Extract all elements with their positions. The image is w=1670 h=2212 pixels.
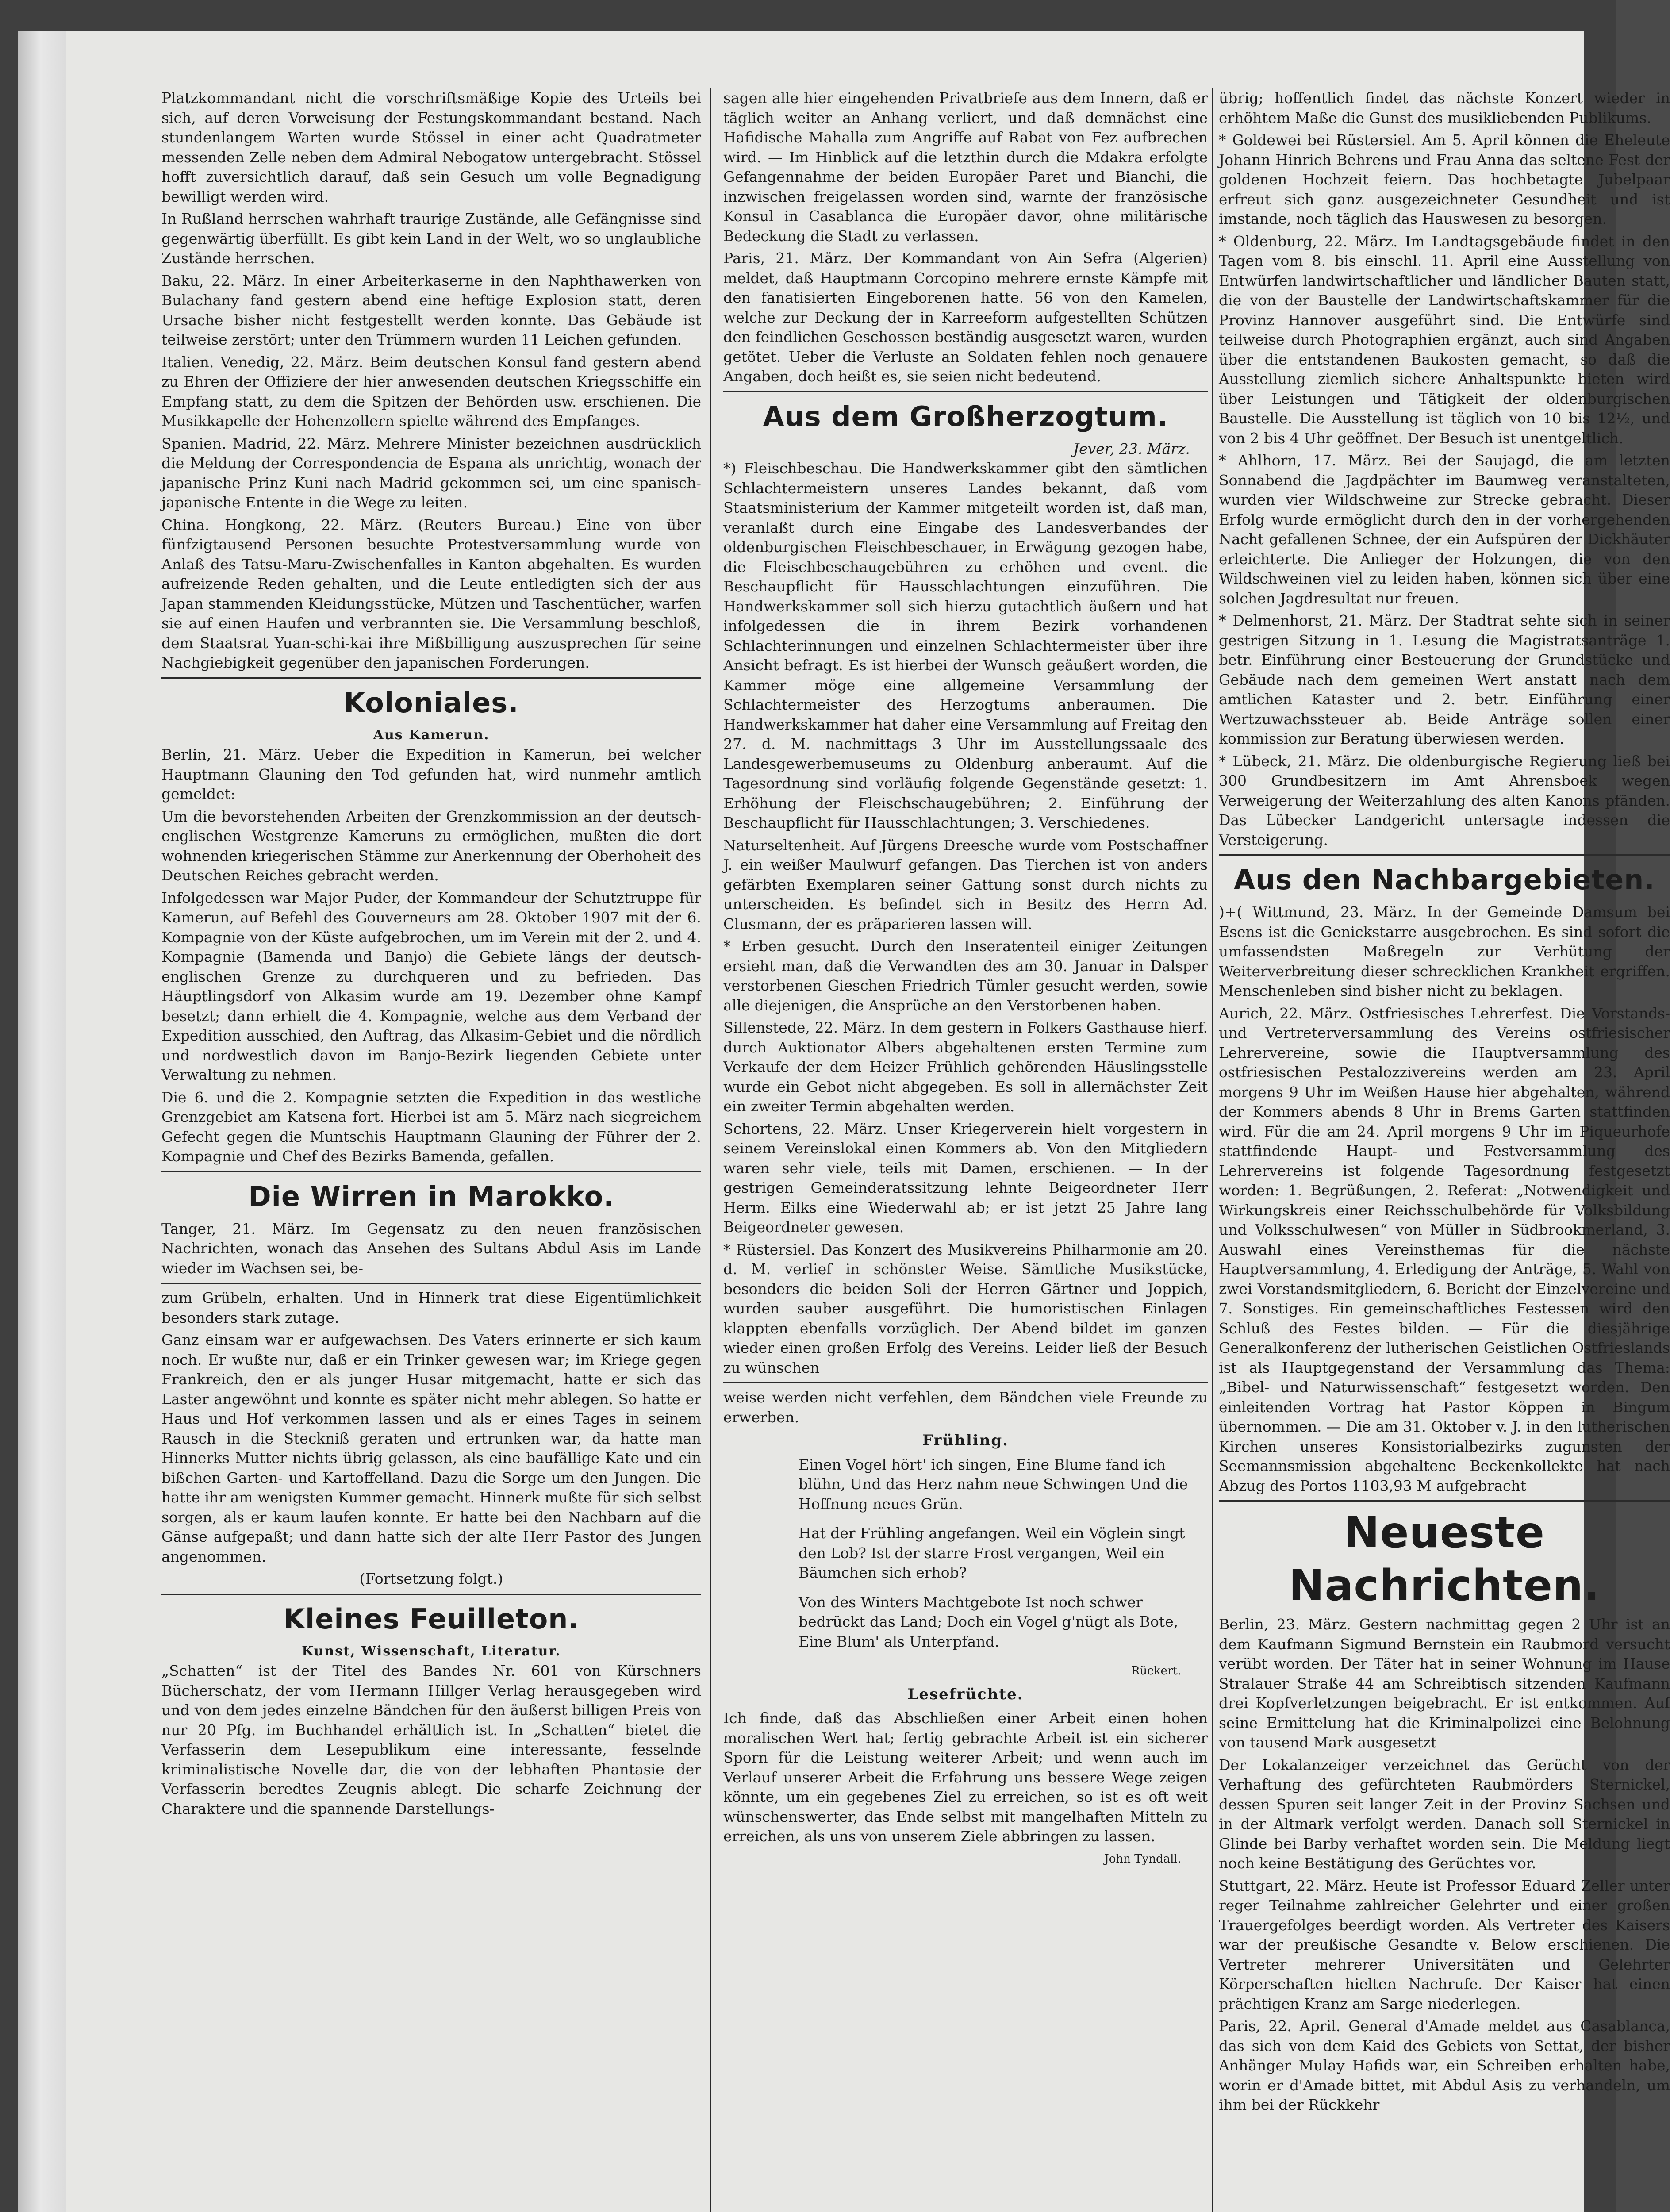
quote-author: John Tyndall. — [1104, 1852, 1181, 1866]
article-paragraph: Baku, 22. März. In einer Arbeiterkaserne in den Naphthawerken von Bulachany fand gestern abend eine heftige Explosion statt, deren Ursache bisher nicht festgestellt werden konnte. Das Gebäude ist teilweise zerstört; unter den Trümmern wurden 11 Leichen gefunden. — [161, 272, 701, 348]
section-divider — [161, 1171, 701, 1172]
section-heading: Aus den Nachbargebieten. — [1234, 864, 1655, 896]
article-paragraph: * Goldewei bei Rüstersiel. Am 5. April können die Eheleute Johann Hinrich Behrens und Frau Anna das seltene Fest der goldenen Hochzeit feiern. Das hochbetagte Jubelpaar erfreut sich ganz ausgezeichneter Gesundheit und ist imstande, noch täglich das Hauswesen zu besorgen. — [1219, 131, 1670, 227]
poem-stanza: Einen Vogel hört' ich singen, Eine Blume fand ich blühn, Und das Herz nahm neue Schwingen Und die Hoffnung neues Grün. — [799, 1455, 1188, 1513]
poem-stanza: Hat der Frühling angefangen. Weil ein Vöglein singt den Lob? Ist der starre Frost vergangen, Weil ein Bäumchen sich erhob? — [799, 1525, 1185, 1581]
article-paragraph: * Lübeck, 21. März. Die oldenburgische Regierung ließ bei 300 Grundbesitzern im Amt Ahrensboek wegen Verweigerung der Weiterzahlung des alten Kanons pfänden. Das Lübecker Landgericht untersagte indessen die Versteigerung. — [1219, 752, 1670, 849]
section-divider — [723, 391, 1208, 392]
article-paragraph: Der Lokalanzeiger verzeichnet das Gerücht von der Verhaftung des gefürchteten Raubmörders Sternickel, dessen Spuren seit langer Zeit in der Provinz Sachsen und in der Altmark verfolgt werden. Danach soll Sternickel in Glinde bei Barby verhaftet worden sein. Die Meldung liegt noch keine Bestätigung des Gerüchtes vor. — [1219, 1756, 1670, 1872]
article-paragraph: Paris, 21. März. Der Kommandant von Ain Sefra (Algerien) meldet, daß Hauptmann Corcopino mehrere ernste Kämpfe mit den fanatisierten Eingeborenen hatte. 56 von den Kamelen, welche zur Deckung der in Karreeform aufgestellten Schützen den feindlichen Geschossen beständig ausgesetzt waren, wurden getötet. Ueber die Verluste an Soldaten fehlen noch genauere Angaben, doch heißt es, sie seien nicht bedeutend. — [723, 250, 1208, 385]
section-heading: Koloniales. — [344, 686, 519, 719]
article-paragraph: Spanien. Madrid, 22. März. Mehrere Minister bezeichnen ausdrücklich die Meldung der Correspondencia de Espana als unrichtig, wonach der japanische Prinz Kuni nach Madrid gekommen sei, um eine spanisch-japanische Entente in die Wege zu leiten. — [161, 434, 701, 511]
article-paragraph: Naturseltenheit. Auf Jürgens Dreesche wurde vom Postschaffner J. ein weißer Maulwurf gefangen. Das Tierchen ist von anders gefärbten Exemplaren seiner Gattung sonst durch nichts zu unterscheiden. Es befindet sich in Besitz des Herrn Ad. Clusmann, der es präparieren lassen will. — [723, 836, 1208, 933]
poem-author: Rückert. — [1131, 1664, 1181, 1678]
article-paragraph: Die 6. und die 2. Kompagnie setzten die Expedition in das westliche Grenzgebiet am Katsena fort. Hierbei ist am 5. März nach siegreichem Gefecht gegen die Muntschis Hauptmann Glauning der Führer der 2. Kompagnie und Chef des Bezirks Bamenda, gefallen. — [161, 1088, 701, 1165]
column-middle — [723, 88, 1208, 2212]
section-divider — [161, 1283, 701, 1284]
article-paragraph: Platzkommandant nicht die vorschriftsmäßige Kopie des Urteils bei sich, auf deren Vorweisung der Festungskommandant bestand. Nach stundenlangem Warten wurde Stössel in einer acht Quadratmeter messenden Zelle neben dem Admiral Nebogatow untergebracht. Stössel hofft zuversichtlich darauf, daß sein Gesuch um volle Begnadigung bewilligt werden wird. — [161, 89, 701, 205]
article-paragraph: Sillenstede, 22. März. In dem gestern in Folkers Gasthause hierf. durch Auktionator Albers abgehaltenen ersten Termine zum Verkaufe der dem Heizer Frühlich gehörenden Häuslingsstelle wurde ein Gebot nicht abgegeben. Es soll in allernächster Zeit ein zweiter Termin abgehalten werden. — [723, 1019, 1208, 1115]
article-paragraph: Infolgedessen war Major Puder, der Kommandeur der Schutztruppe für Kamerun, auf Befehl des Gouverneurs am 28. Oktober 1907 mit der 6. Kompagnie von der Küste aufgebrochen, um im Verein mit der 2. und 4. Kompagnie (Bamenda und Banjo) die Gebiete längs der deutsch-englischen Grenze zu durchqueren und zu befrieden. Das Häuptlingsdorf von Alkasim wurde am 19. Dezember ohne Kampf besetzt; dann erhielt die 4. Kompagnie, welche aus dem Verband der Expedition ausschied, den Auftrag, das Alkasim-Gebiet und die nördlich und nordwestlich davon im Banjo-Bezirk liegenden Gebiete unter Verwaltung zu nehmen. — [161, 889, 701, 1083]
section-divider — [723, 1382, 1208, 1383]
article-paragraph: * Oldenburg, 22. März. Im Landtagsgebäude findet in den Tagen vom 8. bis einschl. 11. April eine Ausstellung von Entwürfen landwirtschaftlicher und ländlicher Bauten statt, die von der Baustelle der Landwirtschaftskammer für die Provinz Hannover ausgeführt sind. Die Entwürfe sind teilweise durch Photographien ergänzt, auch sind Angaben über die entstandenen Baukosten gemacht, so daß die Ausstellung ziemlich sichere Anhaltspunkte bieten wird über Leistungen und Tätigkeit der oldenburgischen Baustelle. Die Ausstellung ist täglich von 10 bis 12½, und von 2 bis 4 Uhr geöffnet. Der Besuch ist unentgeltlich. — [1219, 232, 1670, 447]
section-heading: Kleines Feuilleton. — [283, 1602, 580, 1635]
article-paragraph: Paris, 22. April. General d'Amade meldet aus Casablanca, das sich von dem Kaid des Gebiets von Settat, der bisher Anhänger Mulay Hafids war, ein Schreiben erhalten habe, worin er d'Amade bittet, mit Abdul Asis zu verhandeln, um ihm bei der Rückkehr — [1219, 2017, 1670, 2113]
article-paragraph: Berlin, 23. März. Gestern nachmittag gegen 2 Uhr ist an dem Kaufmann Sigmund Bernstein ein Raubmord versucht verübt worden. Der Täter hat in seiner Wohnung im Hause Stralauer Straße 44 am Schreibtisch sitzenden Kaufmann drei Kopfverletzungen beigebracht. Er ist entkommen. Auf seine Ermittelung hat die Kriminalpolizei eine Belohnung von tausend Mark ausgesetzt — [1219, 1616, 1670, 1751]
column-right — [1219, 88, 1670, 2212]
article-paragraph: Ich finde, daß das Abschließen einer Arbeit einen hohen moralischen Wert hat; fertig gebrachte Arbeit ist ein sicherer Sporn für die Leistung weiterer Arbeit; und wenn auch im Verlauf unserer Arbeit die Erfahrung uns bessere Wege zeigen könnte, um ein gegebenes Ziel zu erreichen, so ist es oft weit wünschenswerter, das Ende selbst mit mangelhaften Mitteln zu erreichen, als uns von unserem Ziele abbringen zu lassen. — [723, 1709, 1208, 1845]
article-paragraph: * Rüstersiel. Das Konzert des Musikvereins Philharmonie am 20. d. M. verlief in schönster Weise. Sämtliche Musikstücke, besonders die beiden Soli der Herren Gärtner und Joppich, wurden sauber ausgeführt. Die humoristischen Einlagen klappten ebenfalls vorzüglich. Der Abend bildet im ganzen wieder einen großen Erfolg des Vereins. Leider ließ der Besuch zu wünschen — [723, 1240, 1208, 1376]
article-paragraph: * Ahlhorn, 17. März. Bei der Saujagd, die am letzten Sonnabend die Jagdpächter im Baumweg veranstalteten, wurden vier Wildschweine zur Strecke gebracht. Dieser Erfolg wurde ermöglicht durch den in der vorhergehenden Nacht gefallenen Schnee, der ein Aufspüren der Dickhäuter erleichterte. Die Anlieger der Holzungen, die von den Wildschweinen viel zu leiden haben, können sich über eine solchen Jagdresultat nur freuen. — [1219, 452, 1670, 607]
section-divider — [161, 677, 701, 679]
article-paragraph: sagen alle hier eingehenden Privatbriefe aus dem Innern, daß er täglich weiter an Anhang verliert, und daß demnächst eine Hafidische Mahalla zum Angriffe auf Rabat von Fez aufbrechen wird. — Im Hinblick auf die letzthin durch die Mdakra erfolgte Gefangennahme der beiden Europäer Paret und Bianchi, die inzwischen freigelassen worden sind, warnte der französische Konsul in Casablanca die Europäer davor, ohne militärische Bedeckung die Stadt zu verlassen. — [723, 89, 1208, 245]
poem-stanza: Von des Winters Machtgebote Ist noch schwer bedrückt das Land; Doch ein Vogel g'nügt als Bote, Eine Blum' als Unterpfand. — [799, 1593, 1179, 1650]
section-divider — [161, 1594, 701, 1595]
article-paragraph: Italien. Venedig, 22. März. Beim deutschen Konsul fand gestern abend zu Ehren der Offiziere der hier anwesenden deutschen Kriegsschiffe ein Empfang statt, zu dem die Spitzen der Behörden usw. erschienen. Die Musikkapelle der Hohenzollern spielte während des Empfanges. — [161, 353, 701, 430]
article-paragraph: Ganz einsam war er aufgewachsen. Des Vaters erinnerte er sich kaum noch. Er wußte nur, daß er ein Trinker gewesen war; im Kriege gegen Frankreich, den er als junger Husar mitgemacht, hatte er sich das Laster angewöhnt und konnte es später nicht mehr ablegen. So hatte er Haus und Hof verkommen lassen und als er eines Tages in seinem Rausch in die Steckniß geraten und ertrunken war, da hatte man Hinnerks Mutter nichts übrig gelassen, als eine baufällige Kate und ein bißchen Garten- und Kartoffelland. Dazu die Sorge um den Jungen. Die hatte ihr am wenigsten Kummer gemacht. Hinnerk mußte für sich selbst sorgen, als er kaum laufen konnte. Er hatte bei den Nachbarn auf die Gänse aufgepaßt; und dann hatte sich der alte Herr Pastor des Jungen angenommen. — [161, 1331, 701, 1565]
article-paragraph: Um die bevorstehenden Arbeiten der Grenzkommission an der deutsch-englischen Westgrenze Kameruns zu ermöglichen, mußten die dort wohnenden kriegerischen Stämme zur Anerkennung der Oberhoheit des Deutschen Reiches gebracht werden. — [161, 807, 701, 884]
column-rule — [710, 88, 711, 2212]
poem — [723, 1455, 1208, 1652]
article-paragraph: Berlin, 21. März. Ueber die Expedition in Kamerun, bei welcher Hauptmann Glauning den Tod gefunden hat, wird nunmehr amtlich gemeldet: — [161, 746, 701, 803]
article-paragraph: Stuttgart, 22. März. Heute ist Professor Eduard Zeller unter reger Teilnahme zahlreicher Gelehrter und einer großen Trauergefolges beerdigt worden. Als Vertreter des Kaisers war der preußische Gesandte v. Below erschienen. Die Vertreter mehrerer Universitäten und Gelehrter Körperschaften hielten Nachrufe. Der Kaiser hat einen prächtigen Kranz am Sarge niederlegen. — [1219, 1877, 1670, 2012]
article-paragraph: übrig; hoffentlich findet das nächste Konzert wieder in erhöhtem Maße die Gunst des musikliebenden Publikums. — [1219, 89, 1670, 127]
article-paragraph: Aurich, 22. März. Ostfriesisches Lehrerfest. Die Vorstands- und Vertreterversammlung des Vereins ostfriesischer Lehrervereine, sowie die Hauptversammlung des ostfriesischen Pestalozzivereins werden am 23. April morgens 9 Uhr im Weißen Hause hier abgehalten, während der Kommers abends 8 Uhr in Brems Garten stattfinden wird. Für die am 24. April morgens 9 Uhr im Piqueurhofe stattfindende Haupt- und Festversammlung des Lehrervereins ist folgende Tagesordnung festgesetzt worden: 1. Begrüßungen, 2. Referat: „Notwendigkeit und Wirkungskreis einer Reichsschulbehörde für Volksbildung und Volksschulwesen“ von Müller in Südbrookmerland, 3. Auswahl eines Vereinsthemas für die nächste Hauptversammlung, 4. Erledigung der Anträge, 5. Wahl von zwei Vorstandsmitgliedern, 6. Bericht der Einzelvereine und 7. Sonstiges. Ein gemeinschaftliches Festessen wird den Schluß des Festes bilden. — Für die diesjährige Generalkonferenz der lutherischen Geistlichen Ostfrieslands ist als Hauptgegenstand der Versammlung das Thema: „Bibel- und Naturwissenschaft“ festgesetzt worden. Den einleitenden Vortrag hat Pastor Köppen in Bingum übernommen. — Die am 31. Oktober v. J. in den lutherischen Kirchen unseres Konsistorialbezirks zugunsten der Seemannsmission abgehaltene Beckenkollekte hat nach Abzug des Portos 1103,93 M aufgebracht — [1219, 1004, 1670, 1494]
dateline: Jever, 23. März. — [1073, 440, 1190, 457]
article-paragraph: In Rußland herrschen wahrhaft traurige Zustände, alle Gefängnisse sind gegenwärtig überfüllt. Es gibt kein Land in der Welt, wo so unglaubliche Zustände herrschen. — [161, 210, 701, 267]
article-paragraph: *) Fleischbeschau. Die Handwerkskammer gibt den sämtlichen Schlachtermeistern unseres Landes bekannt, daß vom Staatsministerium der Kammer mitgeteilt worden ist, daß man, veranlaßt durch eine Eingabe des Landesverbandes der oldenburgischen Fleischbeschauer, in Erwägung gezogen habe, die Fleischbeschaugebühren zu erhöhen und event. die Beschaupflicht für Hausschlachtungen einzuführen. Die Handwerkskammer soll sich hierzu gutachtlich äußern und hat infolgedessen die in ihrem Bezirk vorhandenen Schlachterinnungen und einzelnen Schlachtermeister über ihre Ansicht befragt. Es ist hierbei der Wunsch geäußert worden, die Kammer möge eine allgemeine Versammlung der Schlachtermeister des Herzogtums anberaumen. Die Handwerkskammer hat daher eine Versammlung auf Freitag den 27. d. M. nachmittags 3 Uhr im Ausstellungssaale des Landesgewerbemuseums zu Oldenburg anberaumt. Auf die Tagesordnung sind vorläufig folgende Gegenstände gesetzt: 1. Erhöhung der Fleischschaugebühren; 2. Einführung der Beschaupflicht für Hausschlachtungen; 3. Verschiedenes. — [723, 460, 1208, 831]
continuation-note: (Fortsetzung folgt.) — [359, 1570, 503, 1587]
section-divider — [1219, 854, 1670, 856]
section-subheading: Lesefrüchte. — [907, 1685, 1024, 1703]
section-heading: Die Wirren in Marokko. — [248, 1180, 614, 1213]
article-paragraph: Schortens, 22. März. Unser Kriegerverein hielt vorgestern in seinem Vereinslokal einen Kommers ab. Von den Mitgliedern waren sehr viele, teils mit Damen, erschienen. — In der gestrigen Gemeinderatssitzung lehnte Beigeordneter Herr Herm. Eilks eine Wiederwahl ab; er ist jetzt 25 Jahre lang Beigeordneter gewesen. — [723, 1120, 1208, 1236]
article-paragraph: Tanger, 21. März. Im Gegensatz zu den neuen französischen Nachrichten, wonach das Ansehen des Sultans Abdul Asis im Lande wieder im Wachsen sei, be- — [161, 1220, 701, 1277]
section-divider — [1219, 1500, 1670, 1502]
article-paragraph: * Delmenhorst, 21. März. Der Stadtrat sehte sich in seiner gestrigen Sitzung in 1. Lesung die Magistratsanträge 1. betr. Einführung einer Besteuerung der Grundstücke und Gebäude nach dem gemeinen Wert anstatt nach dem amtlichen Kataster und 2. betr. Einführung einer Wertzuwachssteuer ab. Beide Anträge sollen einer kommission zur Beratung überwiesen werden. — [1219, 612, 1670, 747]
article-paragraph: China. Hongkong, 22. März. (Reuters Bureau.) Eine von über fünfzigtausend Personen besuchte Protestversammlung wurde von Anlaß des Tatsu-Maru-Zwischenfalles in Kanton abgehalten. Es wurden aufreizende Reden gehalten, und die Leute entledigten sich der aus Japan stammenden Kleidungsstücke, Mützen und Taschentücher, warfen sie auf einen Haufen und verbrannten sie. Die Versammlung beschloß, dem Staatsrat Yuan-schi-kai ihre Mißbilligung auszusprechen für seine Nachgiebigkeit gegenüber den japanischen Forderungen. — [161, 516, 701, 671]
section-subheading: Kunst, Wissenschaft, Literatur. — [302, 1643, 561, 1659]
column-rule — [1212, 88, 1213, 2212]
article-paragraph: * Erben gesucht. Durch den Inseratenteil einiger Zeitungen ersieht man, daß die Verwandten des am 30. Januar in Dalsper verstorbenen Gieschen Friedrich Tümler gesucht werden, sowie alle diejenigen, die Ansprüche an den Verstorbenen haben. — [723, 937, 1208, 1014]
section-heading: Aus dem Großherzogtum. — [763, 400, 1168, 433]
article-paragraph: „Schatten“ ist der Titel des Bandes Nr. 601 von Kürschners Bücherschatz, der vom Hermann Hillger Verlag herausgegeben wird und von dem jedes einzelne Bändchen für den äußerst billigen Preis von nur 20 Pfg. im Buchhandel erhältlich ist. In „Schatten“ bietet die Verfasserin dem Lesepublikum eine interessante, fesselnde kriminalistische Novelle dar, die von der lebhaften Phantasie der Verfasserin beredtes Zeugnis ablegt. Die scharfe Zeichnung der Charaktere und die spannende Darstellungs- — [161, 1662, 701, 1817]
column-left — [161, 88, 701, 2212]
article-paragraph: weise werden nicht verfehlen, dem Bändchen viele Freunde zu erwerben. — [723, 1389, 1208, 1426]
section-subheading: Aus Kamerun. — [373, 727, 490, 743]
article-paragraph: )+( Wittmund, 23. März. In der Gemeinde Damsum bei Esens ist die Genickstarre ausgebrochen. Es sind sofort die umfassendsten Maßregeln zur Verhütung der Weiterverbreitung dieser schrecklichen Krankheit ergriffen. Menschenleben sind bisher nicht zu beklagen. — [1219, 903, 1670, 999]
newspaper-page — [66, 31, 1670, 2212]
section-heading: Neueste Nachrichten. — [1289, 1508, 1600, 1610]
article-paragraph: zum Grübeln, erhalten. Und in Hinnerk trat diese Eigentümlichkeit besonders stark zutage. — [161, 1289, 701, 1326]
poem-title: Frühling. — [922, 1432, 1009, 1449]
